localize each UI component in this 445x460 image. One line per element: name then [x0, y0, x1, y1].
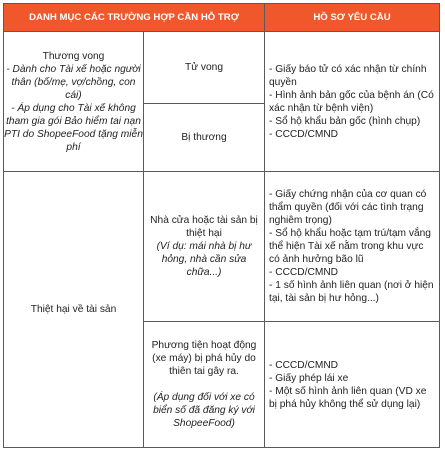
- documents-vehicle: [265, 322, 440, 448]
- document-item: - CCCD/CMND: [269, 128, 339, 140]
- document-item: - Một số hình ảnh liên quan (VD xe bị phá hủy không thể sử dụng lại): [269, 385, 427, 410]
- table-header-row: [4, 4, 440, 32]
- table-row-house: [4, 172, 440, 322]
- category-death-injury: [4, 32, 144, 172]
- document-item: - Giấy phép lái xe: [269, 372, 349, 384]
- support-table-container: [3, 3, 440, 448]
- document-item: - Giấy báo tử có xác nhận từ chính quyền: [269, 63, 427, 88]
- header-documents: HỒ SƠ YÊU CẦU: [265, 4, 440, 32]
- header-categories: DANH MỤC CÁC TRƯỜNG HỢP CẦN HỖ TRỢ: [4, 4, 265, 32]
- category-note: - Dành cho Tài xế hoặc người thân (bố/mẹ, vợ/chồng, con cái): [6, 63, 141, 101]
- subcategory-title: Phương tiện hoạt động (xe máy) bị phá hủy do thiên tai gây ra.: [151, 340, 257, 377]
- category-property: [4, 172, 144, 448]
- subcategory-title: Nhà cửa hoặc tài sản bị thiệt hại: [150, 215, 258, 239]
- subcategory-injury: Bị thương: [144, 104, 265, 172]
- document-item: - Sổ hộ khẩu bản gốc (hình chụp): [269, 115, 421, 127]
- category-note: - Áp dụng cho Tài xế không tham gia gói Bảo hiểm tai nạn PTI do ShopeeFood tặng miễn phí: [4, 102, 143, 153]
- subcategory-vehicle: [144, 322, 265, 448]
- subcategory-house: [144, 172, 265, 322]
- subcategory-note: (Ví dụ: mái nhà bị hư hỏng, nhà cần sửa chữa...): [156, 241, 252, 278]
- subcategory-note: (Áp dụng đối với xe có biển số đã đăng ký với ShopeeFood): [153, 392, 255, 429]
- document-item: - CCCD/CMND: [269, 359, 339, 371]
- document-item: - Giấy chứng nhận của cơ quan có thẩm quyền (đối với các tình trạng nghiêm trọng): [269, 189, 427, 226]
- document-item: - 1 số hình ảnh liên quan (nơi ở hiện tại, tài sản bị hư hỏng...): [269, 280, 434, 304]
- documents-death-injury: [265, 32, 440, 172]
- document-item: - Hình ảnh bản gốc của bệnh án (Có xác nhận từ bệnh viện): [269, 89, 434, 114]
- documents-house: [265, 172, 440, 322]
- table-row-death: [4, 32, 440, 104]
- support-table: [3, 3, 440, 448]
- document-item: - Sổ hộ khẩu hoặc tạm trú/tạm vắng thể hiện Tài xế nằm trong khu vực có ảnh hưởng bão lũ: [269, 228, 431, 265]
- document-item: - CCCD/CMND: [269, 267, 339, 278]
- category-title: Thương vong: [42, 50, 105, 62]
- subcategory-death: Tử vong: [144, 32, 265, 104]
- category-title: Thiệt hại về tài sản: [30, 304, 117, 315]
